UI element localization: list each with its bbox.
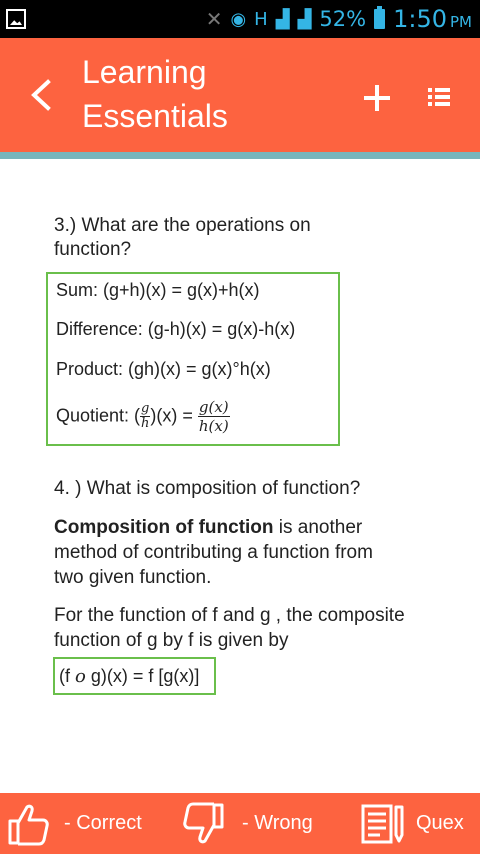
definition-paragraph — [54, 515, 404, 590]
mute-icon: ✕ — [205, 7, 223, 31]
app-title: Learning Essentials — [82, 54, 228, 134]
correct-button[interactable] — [6, 793, 142, 854]
product-row: Product: (gh)(x) = g(x)°h(x) — [56, 359, 271, 379]
back-button[interactable] — [28, 78, 54, 112]
question-4-title: 4. ) What is composition of function? — [54, 478, 361, 499]
network-type-icon: H — [254, 8, 268, 30]
formula-operator: o — [75, 666, 86, 687]
status-bar — [0, 0, 480, 38]
list-menu-icon — [426, 85, 452, 109]
app-bar-stripe — [0, 152, 480, 159]
clock — [393, 5, 472, 33]
difference-row: Difference: (g-h)(x) = g(x)-h(x) — [56, 319, 296, 339]
signal-2-icon: ▟ — [297, 8, 312, 30]
definition-text: is another method of contributing a function from two given function. — [54, 517, 373, 588]
question-3-title: 3.) What are the operations on function? — [54, 215, 311, 260]
quotient-row — [56, 398, 230, 435]
formula-prefix: (f — [59, 666, 70, 686]
status-icons — [206, 0, 472, 38]
thumbs-down-icon — [180, 801, 226, 847]
thumbs-up-icon — [6, 801, 52, 847]
back-chevron-icon — [28, 78, 54, 112]
plus-icon — [362, 83, 392, 113]
bottom-bar — [0, 793, 480, 854]
definition-term: Composition of function — [54, 517, 274, 538]
lesson-content — [0, 159, 480, 793]
quex-button[interactable] — [360, 793, 464, 854]
battery-icon — [374, 9, 385, 29]
gallery-notification-icon — [6, 9, 26, 29]
quotient-fraction-den: h — [141, 416, 150, 431]
quotient-fraction — [140, 402, 150, 431]
wifi-icon: ◉ — [230, 8, 247, 30]
operations-box — [46, 272, 340, 446]
quotient-rhs-den: h(x) — [198, 417, 229, 435]
quotient-fraction-num: g — [141, 401, 150, 416]
clock-suffix: PM — [450, 13, 472, 31]
wrong-label: - Wrong — [242, 812, 313, 834]
formula-suffix: g)(x) = f [g(x)] — [85, 666, 200, 686]
quotient-mid: )(x) = — [150, 405, 193, 426]
quotient-rhs-num: g(x) — [198, 398, 229, 416]
composition-formula-box — [53, 657, 216, 695]
quex-label: Quex — [416, 812, 464, 834]
add-button[interactable] — [362, 83, 392, 113]
wrong-button[interactable] — [180, 793, 313, 854]
correct-label: - Correct — [64, 812, 142, 834]
battery-percent: 52% — [319, 7, 367, 31]
quotient-label: Quotient: ( — [56, 405, 141, 426]
clock-time: 1:50 — [393, 5, 447, 33]
signal-icon: ▟ — [275, 8, 290, 30]
menu-button[interactable] — [426, 85, 452, 109]
quotient-rhs-fraction — [198, 398, 230, 435]
composite-paragraph: For the function of f and g , the composite function of g by f is given by — [54, 605, 405, 651]
sum-row: Sum: (g+h)(x) = g(x)+h(x) — [56, 280, 260, 300]
notepad-pen-icon — [360, 801, 406, 847]
